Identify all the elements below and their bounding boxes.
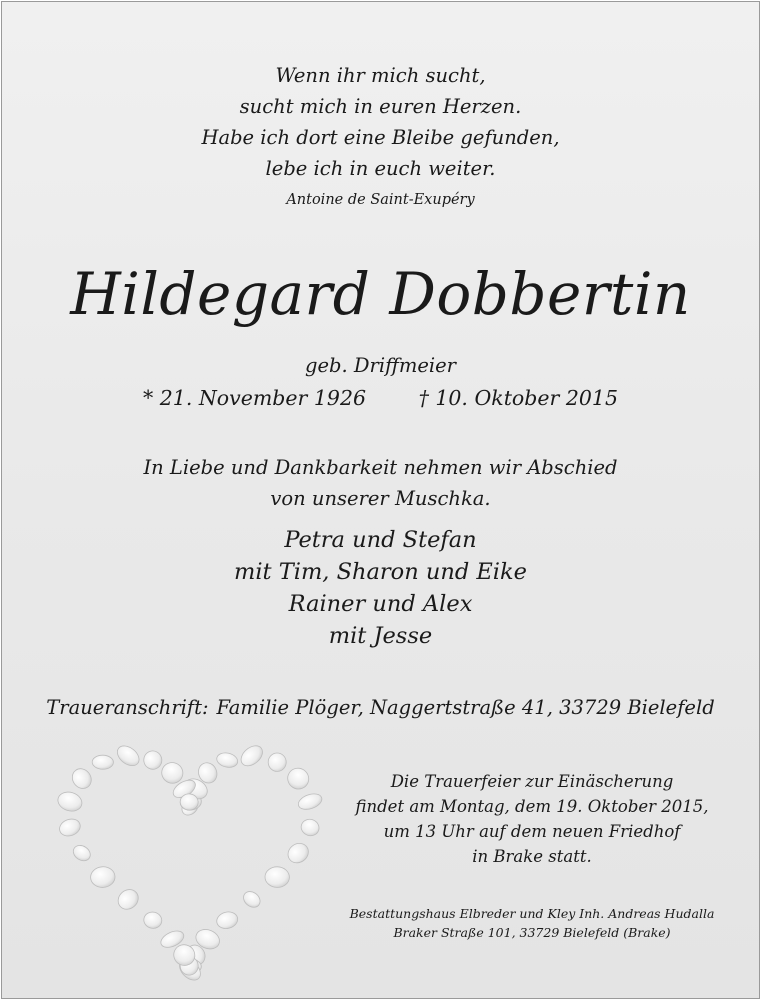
- mourner-line: mit Jesse: [328, 623, 433, 649]
- pebble: [68, 765, 95, 792]
- pebble: [215, 751, 239, 769]
- pebble: [240, 888, 263, 910]
- pebble: [215, 910, 239, 931]
- death-date: † 10. Oktober 2015: [418, 386, 619, 410]
- pebble: [296, 791, 324, 812]
- service-line: in Brake statt.: [472, 847, 592, 866]
- pebble: [114, 886, 142, 914]
- poem-line: Habe ich dort eine Bleibe gefunden,: [201, 126, 560, 149]
- pebble: [284, 764, 313, 793]
- pebble: [57, 816, 82, 838]
- pebble: [142, 910, 163, 930]
- pebble: [142, 749, 164, 771]
- mourner-line: mit Tim, Sharon und Eike: [234, 559, 527, 585]
- service-line: Die Trauerfeier zur Einäscherung: [390, 772, 674, 791]
- pebble: [268, 753, 287, 772]
- mourners-list: [2, 524, 759, 652]
- address-value: Familie Plöger, Naggertstraße 41, 33729 Bielefeld: [216, 696, 715, 719]
- pebble: [92, 755, 113, 769]
- pebble: [70, 842, 93, 864]
- poem-line: Wenn ihr mich sucht,: [275, 64, 486, 87]
- pebble: [237, 744, 266, 770]
- farewell-line: In Liebe und Dankbarkeit nehmen wir Abschied: [143, 456, 618, 479]
- poem-line: lebe ich in euch weiter.: [265, 157, 496, 180]
- birth-date: * 21. November 1926: [142, 386, 367, 410]
- mourner-line: Petra und Stefan: [284, 527, 477, 553]
- undertaker-line: Bestattungshaus Elbreder und Kley Inh. Andreas Hudalla: [349, 906, 715, 921]
- pebble: [284, 839, 312, 866]
- life-dates: [2, 386, 759, 410]
- undertaker-line: Braker Straße 101, 33729 Bielefeld (Brake): [393, 925, 671, 940]
- pebble: [114, 744, 143, 770]
- poem-line: sucht mich in euren Herzen.: [239, 95, 522, 118]
- service-line: um 13 Uhr auf dem neuen Friedhof: [383, 822, 681, 841]
- pebble: [265, 866, 290, 887]
- mourner-line: Rainer und Alex: [288, 591, 473, 617]
- poem: [2, 60, 759, 184]
- poem-author: Antoine de Saint-Exupéry: [286, 192, 475, 208]
- farewell-line: von unserer Muschka.: [270, 487, 491, 510]
- pebble: [90, 866, 116, 888]
- deceased-name: Hildegard Dobbertin: [70, 260, 691, 328]
- service-line: findet am Montag, dem 19. Oktober 2015,: [355, 797, 709, 816]
- heart-pebbles-image: [50, 744, 330, 984]
- pebble: [299, 817, 321, 838]
- obituary-notice: [1, 1, 760, 999]
- funeral-service-info: [342, 769, 722, 869]
- pebble: [56, 789, 85, 814]
- undertaker-info: [332, 904, 732, 942]
- maiden-name: geb. Driffmeier: [304, 354, 457, 377]
- mourning-address: [2, 696, 759, 719]
- address-label: Traueranschrift:: [46, 696, 209, 719]
- farewell-text: [2, 452, 759, 514]
